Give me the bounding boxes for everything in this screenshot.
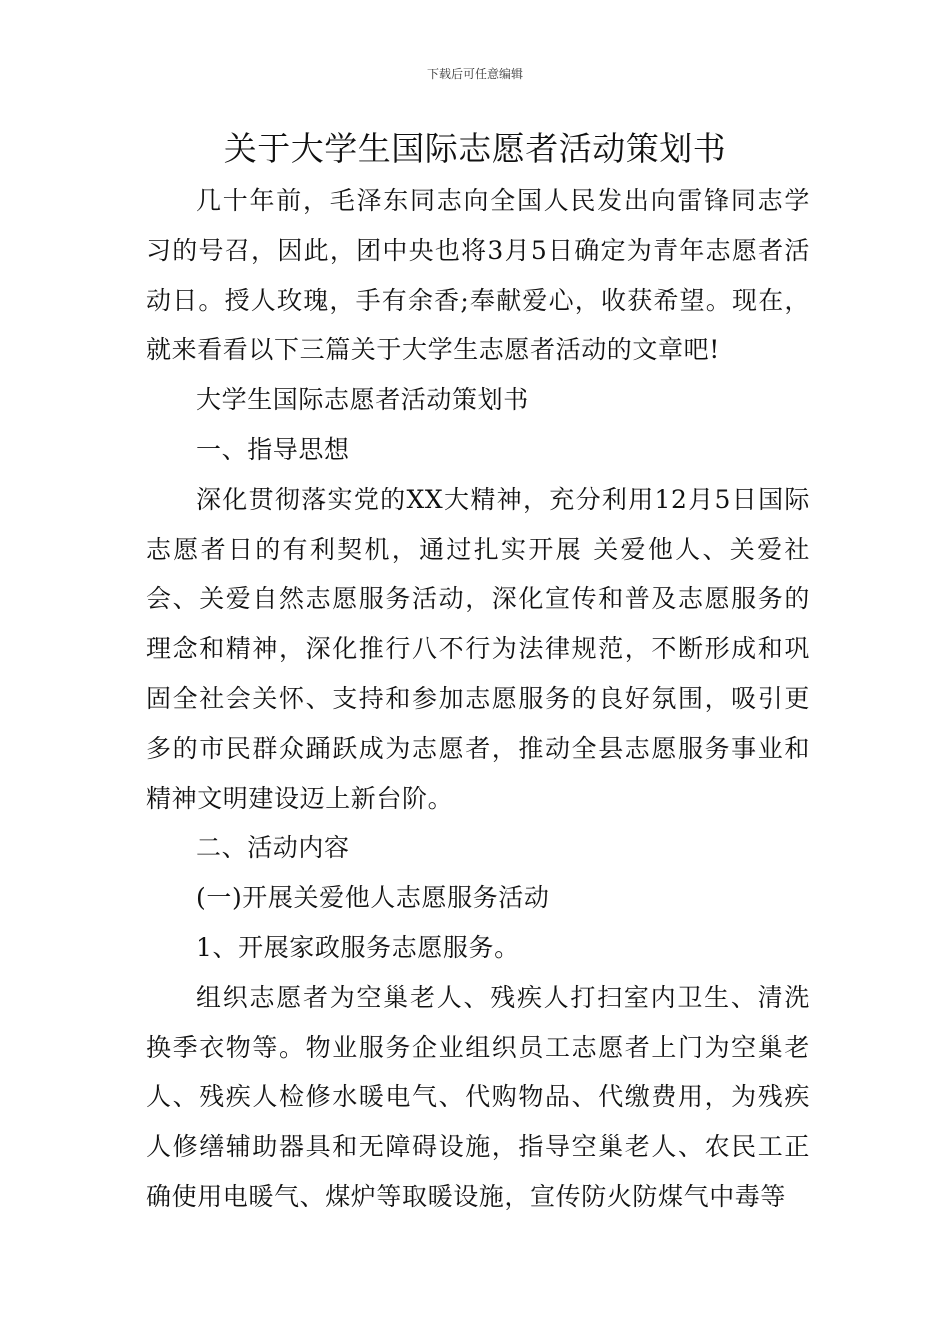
page-header-note: 下载后可任意编辑 — [426, 67, 523, 81]
document-body — [146, 176, 810, 1222]
item-housekeeping-service: 1、开展家政服务志愿服务。 — [196, 932, 520, 962]
subheading-care-for-others: (一)开展关爱他人志愿服务活动 — [196, 883, 550, 913]
housekeeping-paragraph: 组织志愿者为空巢老人、残疾人打扫室内卫生、清洗换季衣物等。物业服务企业组织员工志愿者上门为空巢老人、残疾人检修水暖电气、代购物品、代缴费用，为残疾人修缮辅助器具和无障碍设施，指导空巢老人、农民工正确使用电暖气、煤炉等取暖设施，宣传防火防煤气中毒等 — [146, 982, 810, 1211]
guiding-ideology-paragraph: 深化贯彻落实党的XX大精神，充分利用12月5日国际志愿者日的有利契机，通过扎实开展 关爱他人、关爱社会、关爱自然志愿服务活动，深化宣传和普及志愿服务的理念和精神，深化推行八不行为法律规范，不断形成和巩固全社会关怀、支持和参加志愿服务的良好氛围，吸引更多的市民群众踊跃成为志愿者，推动全县志愿服务事业和精神文明建设迈上新台阶。 — [146, 484, 810, 813]
section-title: 大学生国际志愿者活动策划书 — [196, 385, 529, 415]
heading-guiding-ideology: 一、指导思想 — [196, 434, 350, 464]
document-title: 关于大学生国际志愿者活动策划书 — [223, 129, 727, 168]
intro-paragraph: 几十年前，毛泽东同志向全国人民发出向雷锋同志学习的号召，因此，团中央也将3月5日确定为青年志愿者活动日。授人玫瑰，手有余香;奉献爱心，收获希望。现在，就来看看以下三篇关于大学生志愿者活动的文章吧! — [146, 186, 810, 365]
heading-activity-content: 二、活动内容 — [196, 833, 350, 863]
